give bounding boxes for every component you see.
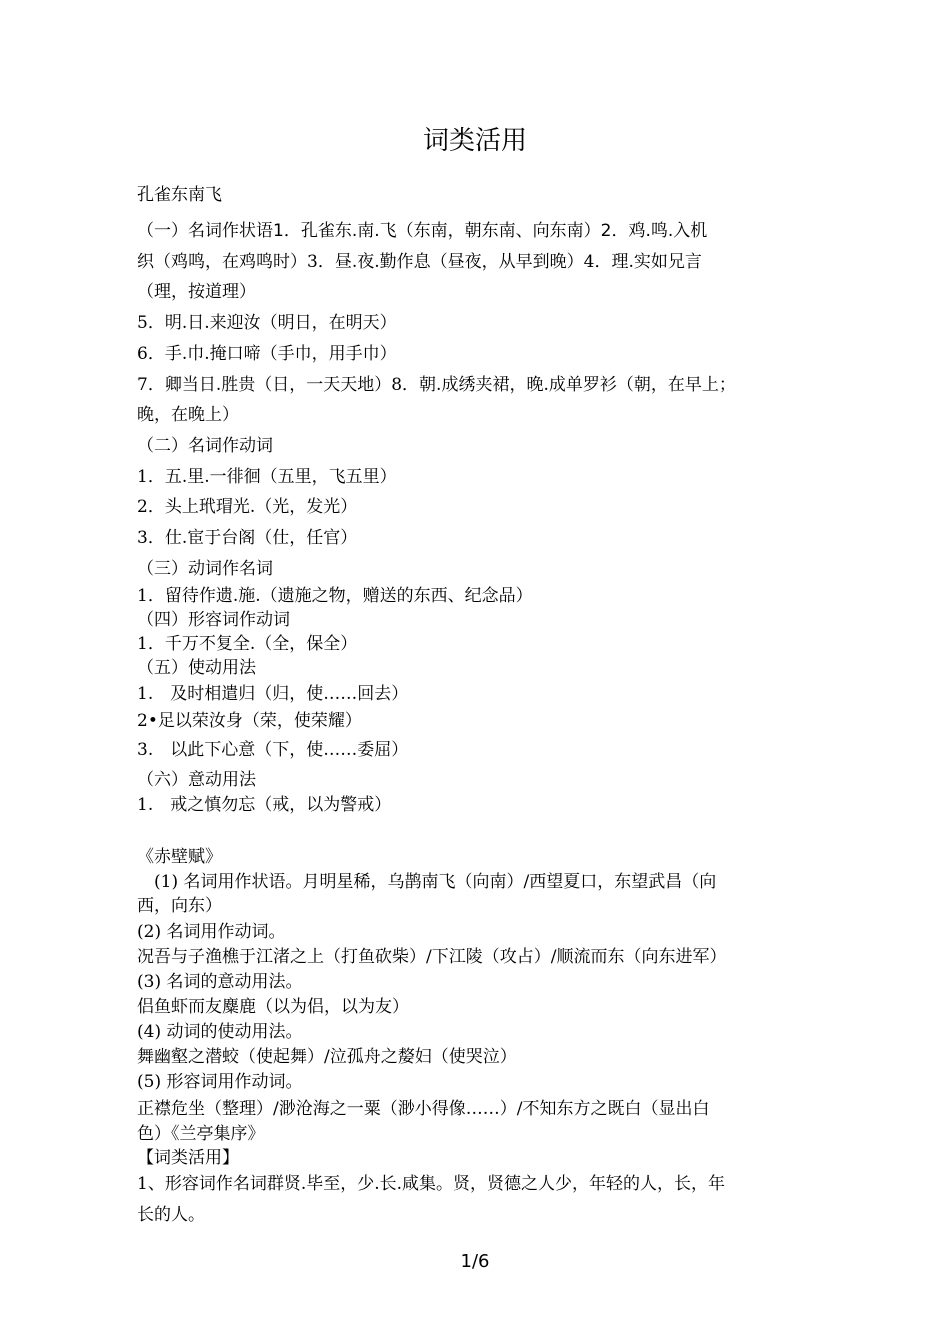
- text-line: 织（鸡鸣，在鸡鸣时）3．昼.夜.勤作息（昼夜，从早到晚）4．理.实如兄言: [137, 252, 702, 272]
- text-line: 舞幽壑之潜蛟（使起舞）/泣孤舟之嫠妇（使哭泣）: [137, 1047, 517, 1067]
- text-line: 2•足以荣汝身（荣，使荣耀）: [137, 711, 362, 731]
- page-title: 词类活用: [422, 126, 527, 156]
- text-line: 色）《兰亭集序》: [137, 1124, 265, 1144]
- text-line: 侣鱼虾而友麋鹿（以为侣，以为友）: [137, 997, 409, 1017]
- text-line: 1．千万不复全.（全，保全）: [137, 634, 358, 654]
- section-heading-kongque: 孔雀东南飞: [137, 185, 222, 205]
- text-line: 况吾与子渔樵于江渚之上（打鱼砍柴）/下江陵（攻占）/顺流而东（向东进军）: [137, 947, 727, 967]
- text-line: 1. 戒之慎勿忘（戒，以为警戒）: [137, 795, 392, 815]
- subsection-heading: （六）意动用法: [137, 770, 256, 790]
- text-line: （理，按道理）: [137, 282, 256, 302]
- text-line: (1) 名词用作状语。月明星稀，乌鹊南飞（向南）/西望夏口，东望武昌（向: [137, 872, 717, 892]
- subsection-heading: （四）形容词作动词: [137, 610, 290, 630]
- subsection-heading: （五）使动用法: [137, 658, 256, 678]
- text-line: (3) 名词的意动用法。: [137, 972, 303, 992]
- text-line: 3．仕.宦于台阁（仕，任官）: [137, 528, 358, 548]
- subsection-heading: （二）名词作动词: [137, 436, 273, 456]
- text-line: 晚，在晚上）: [137, 405, 239, 425]
- text-line: 1. 及时相遣归（归，使……回去）: [137, 684, 409, 704]
- text-line: 2．头上玳瑁光.（光，发光）: [137, 497, 358, 517]
- text-line: (4) 动词的使动用法。: [137, 1022, 303, 1042]
- page-number: 1/6: [460, 1251, 490, 1272]
- text-line: 1．留待作遗.施.（遗施之物，赠送的东西、纪念品）: [137, 586, 533, 606]
- subsection-heading: （三）动词作名词: [137, 559, 273, 579]
- text-line: 7．卿当日.胜贵（日，一天天地）8．朝.成绣夹裙，晚.成单罗衫（朝，在早上；: [137, 375, 736, 395]
- text-line: 西，向东）: [137, 896, 222, 916]
- text-line: 3. 以此下心意（下，使……委屈）: [137, 740, 409, 760]
- text-line: 5．明.日.来迎汝（明日，在明天）: [137, 313, 397, 333]
- text-line: 1、形容词作名词群贤.毕至，少.长.咸集。贤，贤德之人少，年轻的人，长，年: [137, 1174, 726, 1194]
- text-line: 正襟危坐（整理）/渺沧海之一粟（渺小得像……）/不知东方之既白（显出白: [137, 1099, 710, 1119]
- text-line: 长的人。: [137, 1205, 205, 1225]
- text-line: 6．手.巾.掩口啼（手巾，用手巾）: [137, 344, 397, 364]
- text-line: （一）名词作状语1．孔雀东.南.飞（东南，朝东南、向东南）2．鸡.鸣.入机: [137, 221, 708, 241]
- section-heading-chibifu: 《赤壁赋》: [137, 847, 222, 867]
- text-line: 1．五.里.一徘徊（五里，飞五里）: [137, 467, 397, 487]
- section-heading-lanting: 【词类活用】: [137, 1148, 239, 1168]
- text-line: (2) 名词用作动词。: [137, 922, 286, 942]
- text-line: (5) 形容词用作动词。: [137, 1072, 303, 1092]
